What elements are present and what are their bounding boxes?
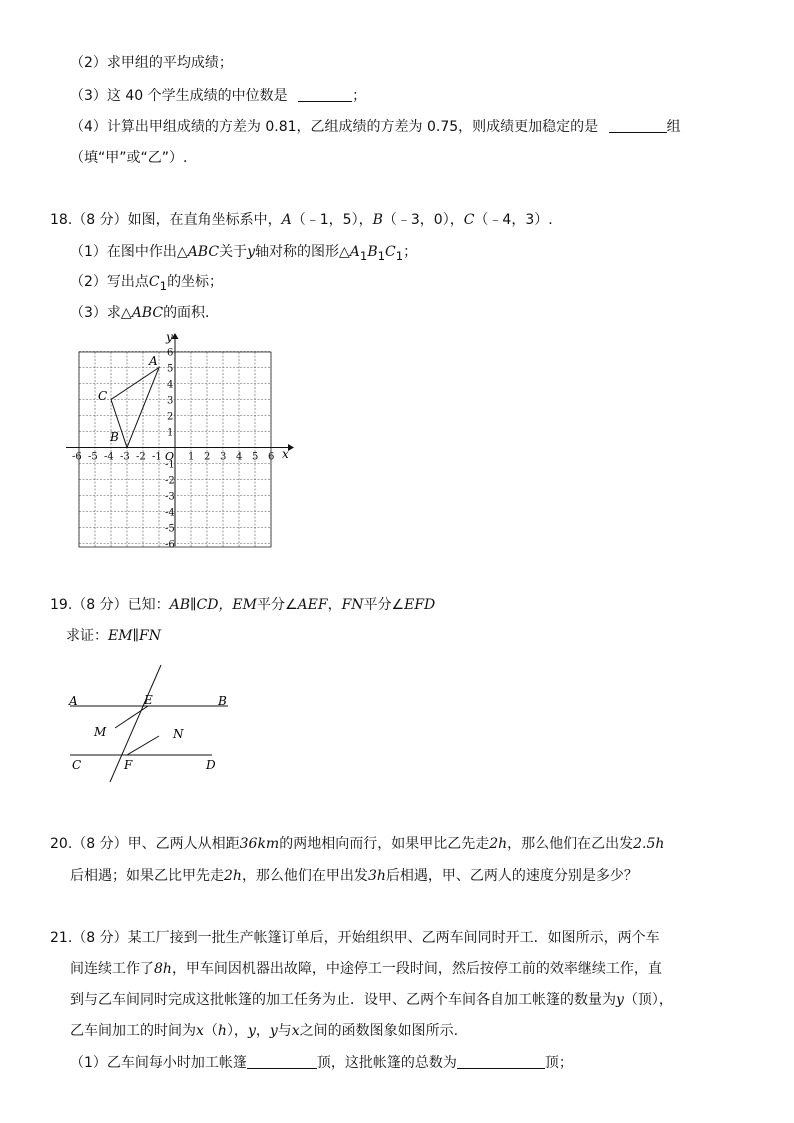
q21-part1: （1）乙车间每小时加工帐篷 顶，这批帐篷的总数为 顶；: [70, 1055, 573, 1071]
x-tick-label: 1: [188, 451, 195, 463]
point-b-label: B: [110, 430, 119, 444]
q18-part2: （2）写出点$C_1$的坐标；: [70, 274, 224, 293]
y-tick-label: -4: [165, 507, 175, 519]
y-tick-label: 6: [167, 347, 174, 359]
x-tick-label: -2: [136, 451, 146, 463]
y-tick-label: 5: [167, 363, 174, 375]
x-tick-label: 3: [220, 451, 227, 463]
y-tick-label: -1: [165, 459, 175, 471]
y-tick-label: 4: [167, 379, 174, 391]
q21-line4: 乙车间加工的时间为x（h），y，y与x之间的函数图象如图所示.: [70, 1023, 459, 1039]
y-tick-labels: [165, 348, 175, 551]
x-tick-label: -1: [152, 451, 162, 463]
point-c-label: C: [98, 389, 108, 403]
label-a: A: [69, 694, 78, 708]
x-tick-label: -4: [104, 451, 114, 463]
answer-blank: [247, 1054, 317, 1069]
x-tick-label: 5: [252, 451, 259, 463]
y-tick-label: -5: [165, 523, 175, 535]
point-a-label: A: [149, 354, 158, 368]
q17-part3: （3）这 40 个学生成绩的中位数是 ；: [70, 88, 367, 104]
q21-line1: 21.（8 分）某工厂接到一批生产帐篷订单后，开始组织甲、乙两车间同时开工．如图所示，两个车: [50, 930, 660, 946]
q17-part4-hint: （填“甲”或“乙”）.: [70, 150, 188, 166]
answer-blank: [457, 1054, 545, 1069]
x-tick-label: 6: [268, 451, 275, 463]
answer-blank: [298, 87, 352, 102]
x-tick-label: 4: [236, 451, 243, 463]
x-axis-label: x: [282, 447, 289, 461]
x-tick-label: -5: [88, 451, 98, 463]
coordinate-grid-figure: [60, 330, 300, 555]
q17-part2: （2）求甲组的平均成绩；: [70, 55, 233, 71]
y-tick-label: -2: [165, 475, 175, 487]
q17-part4: （4）计算出甲组成绩的方差为 0.81，乙组成绩的方差为 0.75，则成绩更加稳定的是 组: [70, 119, 681, 135]
ray-fn: [127, 736, 159, 755]
origin-label: O: [165, 450, 175, 463]
q18-stem: 18.（8 分）如图，在直角坐标系中，A（﹣1，5），B（﹣3，0），C（﹣4，3）.: [50, 212, 553, 228]
x-tick-label: -3: [120, 451, 130, 463]
label-m: M: [94, 725, 107, 739]
label-c: C: [72, 758, 82, 772]
label-n: N: [173, 727, 184, 741]
y-tick-label: 2: [167, 411, 174, 423]
parallel-lines-figure: [60, 660, 250, 790]
label-d: D: [206, 758, 216, 772]
y-tick-label: 1: [167, 427, 174, 439]
transversal-ef: [110, 665, 161, 782]
x-tick-label: 2: [204, 451, 211, 463]
q20-line1: 20.（8 分）甲、乙两人从相距36km的两地相向而行，如果甲比乙先走2h，那么他们在乙出发2.5h: [50, 836, 665, 852]
q21-line2: 间连续工作了8h，甲车间因机器出故障，中途停工一段时间，然后按停工前的效率继续工作，直: [70, 961, 662, 977]
q18-part1: （1）在图中作出△ABC关于y轴对称的图形$\triangle A_1B_1C_1$；: [70, 244, 418, 263]
q19-prove: 求证：EM∥FN: [66, 628, 161, 644]
y-tick-label: 3: [167, 395, 174, 407]
q18-part3: （3）求△ABC的面积.: [70, 305, 210, 321]
label-e: E: [144, 693, 153, 707]
ray-em: [115, 706, 148, 728]
label-f: F: [124, 758, 133, 772]
y-axis-label: y: [166, 330, 173, 344]
y-tick-label: -3: [165, 491, 175, 503]
q19-stem: 19.（8 分）已知：AB∥CD，EM平分∠AEF，FN平分∠EFD: [50, 597, 436, 613]
q20-line2: 后相遇；如果乙比甲先走2h，那么他们在甲出发3h后相遇，甲、乙两人的速度分别是多少？: [70, 868, 638, 884]
answer-blank: [609, 118, 667, 133]
y-tick-label: -6: [165, 539, 175, 551]
label-b: B: [218, 694, 227, 708]
q21-line3: 到与乙车间同时完成这批帐篷的加工任务为止．设甲、乙两个车间各自加工帐篷的数量为y（顶），: [70, 992, 673, 1008]
x-axis-arrow: [288, 444, 294, 451]
x-tick-label: -6: [72, 451, 82, 463]
